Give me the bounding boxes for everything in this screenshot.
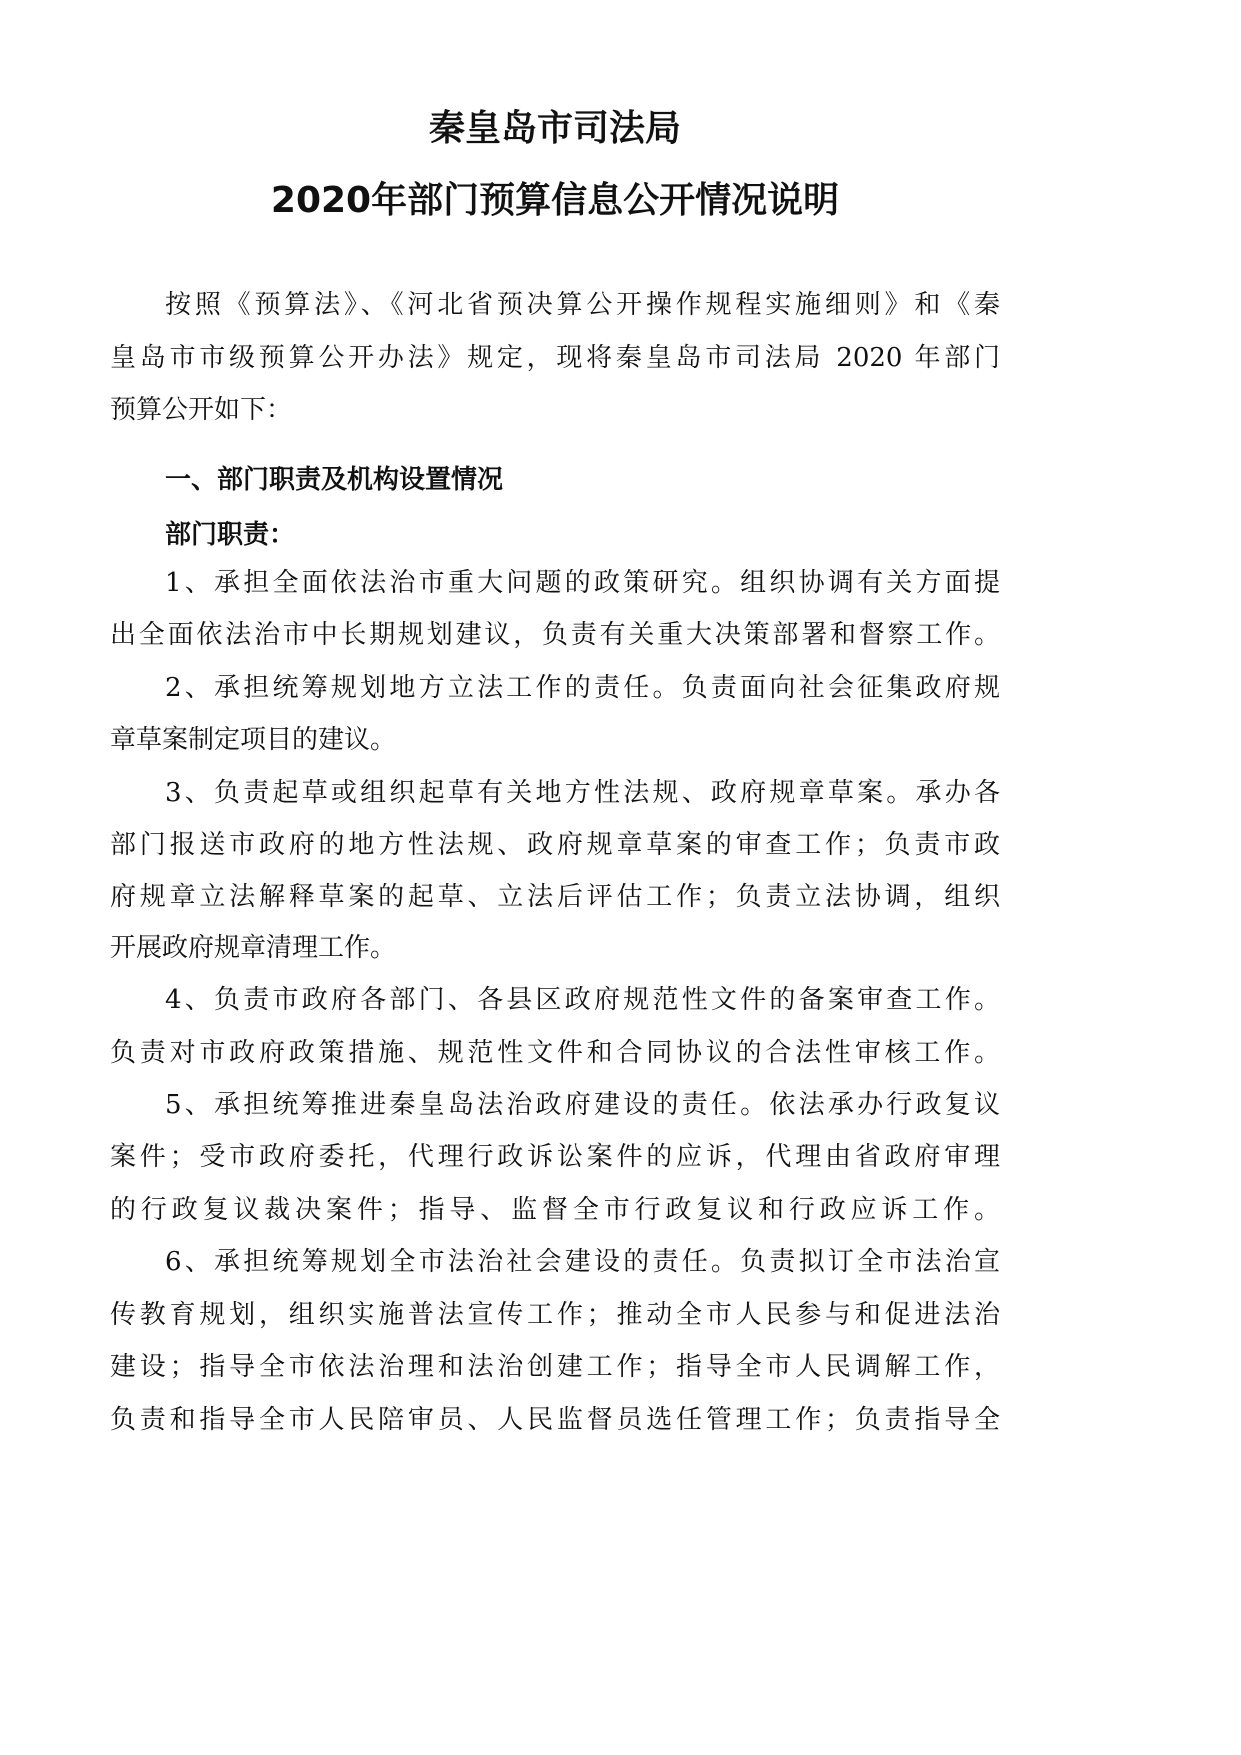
paragraph-line: 6、承担统筹规划全市法治社会建设的责任。负责拟订全市法治宣: [165, 1247, 1000, 1277]
paragraph-line: 府规章立法解释草案的起草、立法后评估工作；负责立法协调，组织: [110, 882, 1000, 912]
paragraph-line: 的行政复议裁决案件；指导、监督全市行政复议和行政应诉工作。: [110, 1195, 1000, 1225]
paragraph-line: 部门报送市政府的地方性法规、政府规章草案的审查工作；负责市政: [110, 830, 1000, 860]
paragraph-line: 4、负责市政府各部门、各县区政府规范性文件的备案审查工作。: [165, 985, 1000, 1015]
paragraph-line: 2、承担统筹规划地方立法工作的责任。负责面向社会征集政府规: [165, 673, 1000, 703]
paragraph-line: 负责对市政府政策措施、规范性文件和合同协议的合法性审核工作。: [110, 1038, 1000, 1068]
paragraph-line: 案件；受市政府委托，代理行政诉讼案件的应诉，代理由省政府审理: [110, 1142, 1000, 1172]
paragraph-line: 章草案制定项目的建议。: [110, 725, 397, 755]
section-heading: 部门职责：: [165, 520, 296, 550]
paragraph-line: 开展政府规章清理工作。: [110, 933, 397, 963]
paragraph-line: 3、负责起草或组织起草有关地方性法规、政府规章草案。承办各: [165, 778, 1000, 808]
paragraph-line: 建设；指导全市依法治理和法治创建工作；指导全市人民调解工作，: [110, 1352, 1000, 1382]
paragraph-line: 传教育规划，组织实施普法宣传工作；推动全市人民参与和促进法治: [110, 1300, 1000, 1330]
paragraph-line: 负责和指导全市人民陪审员、人民监督员选任管理工作；负责指导全: [110, 1405, 1000, 1435]
section-heading: 一、部门职责及机构设置情况: [165, 465, 504, 495]
paragraph-line: 皇岛市市级预算公开办法》规定，现将秦皇岛市司法局 2020 年部门: [110, 343, 1000, 373]
paragraph-line: 出全面依法治市中长期规划建议，负责有关重大决策部署和督察工作。: [110, 620, 1000, 650]
paragraph-line: 5、承担统筹推进秦皇岛法治政府建设的责任。依法承办行政复议: [165, 1090, 1000, 1120]
document-subtitle: 2020年部门预算信息公开情况说明: [270, 180, 840, 221]
paragraph-line: 预算公开如下：: [110, 395, 293, 425]
paragraph-line: 1、承担全面依法治市重大问题的政策研究。组织协调有关方面提: [165, 568, 1000, 598]
document-title: 秦皇岛市司法局: [428, 108, 681, 149]
paragraph-line: 按照《预算法》、《河北省预决算公开操作规程实施细则》和《秦: [165, 290, 1000, 320]
